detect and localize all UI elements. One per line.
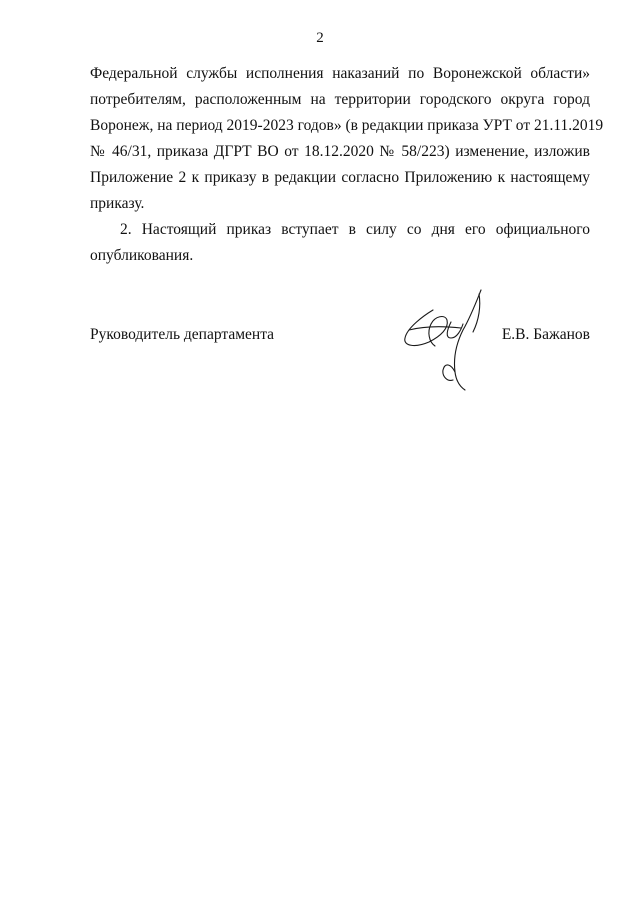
paragraph-1 — [90, 61, 604, 217]
paragraph-1-line: приказу. — [90, 195, 145, 212]
paragraph-2-line: опубликования. — [90, 247, 194, 264]
paragraph-2 — [90, 217, 590, 269]
handwritten-signature — [395, 286, 500, 396]
signatory-title: Руководитель департамента — [90, 326, 275, 343]
signatory-name: Е.В. Бажанов — [501, 326, 590, 343]
paragraph-1-line: № 46/31, приказа ДГРТ ВО от 18.12.2020 № 58/223) изменение, изложив — [90, 143, 590, 160]
paragraph-1-line: потребителям, расположенным на территории городского округа город — [90, 91, 590, 108]
signature-block — [90, 322, 590, 402]
paragraph-2-line: 2. Настоящий приказ вступает в силу со дня его официального — [120, 221, 590, 238]
paragraph-1-line: Приложение 2 к приказу в редакции согласно Приложению к настоящему — [90, 169, 590, 186]
paragraph-1-line: Федеральной службы исполнения наказаний по Воронежской области» — [90, 65, 590, 82]
paragraph-1-line: Воронеж, на период 2019-2023 годов» (в редакции приказа УРТ от 21.11.2019 — [90, 117, 604, 134]
page-number: 2 — [316, 30, 324, 46]
